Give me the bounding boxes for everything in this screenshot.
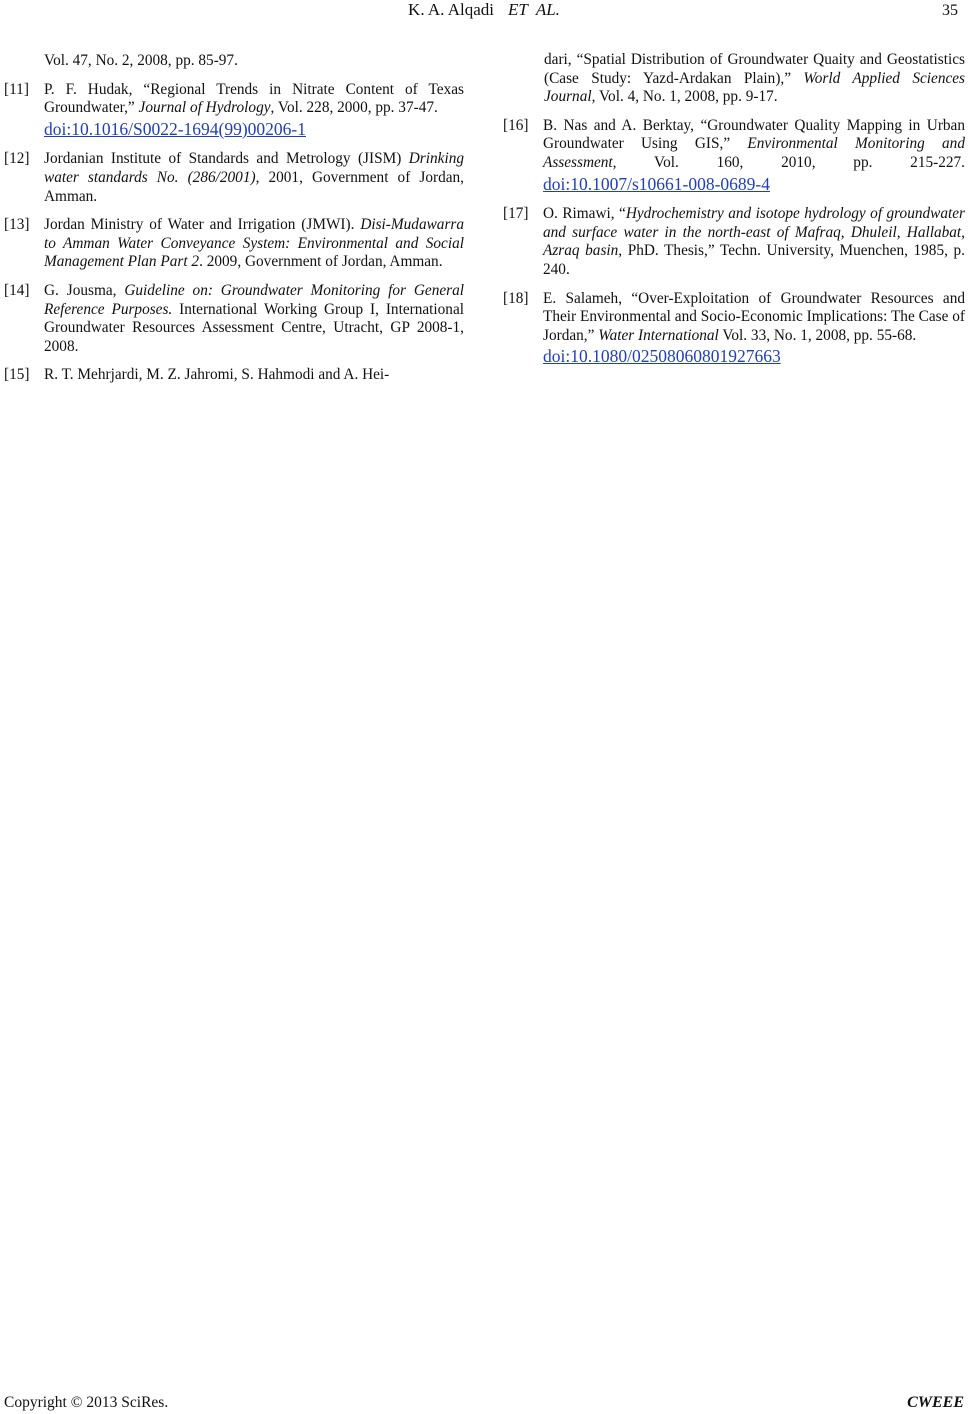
header-et: ET xyxy=(508,0,528,19)
header-authors: K. A. Alqadi xyxy=(408,0,494,19)
reference-text-part: O. Rimawi, “ xyxy=(543,205,626,223)
reference-14 xyxy=(4,282,464,356)
reference-text-part: dari, “Spatial Distribution of Groundwater Quaity and Geostatistics (Case Study: Yazd-Ardakan Plain),” xyxy=(544,51,965,87)
reference-journal: World Applied Sciences Journal, xyxy=(544,69,965,106)
reference-text-part: . 2009, Government of Jordan, Amman. xyxy=(199,253,443,271)
reference-text xyxy=(44,150,464,206)
reference-text-part: Jordanian Institute of Standards and Metrology (JISM) xyxy=(44,150,409,168)
reference-16 xyxy=(503,117,965,195)
reference-text xyxy=(44,81,464,141)
reference-text xyxy=(543,290,965,368)
header-al: AL. xyxy=(535,0,560,19)
reference-number: [16] xyxy=(503,116,529,134)
reference-text-part: , 2001, Government of Jordan, Amman. xyxy=(44,168,464,205)
reference-journal: Water International xyxy=(598,326,719,344)
reference-number: [11] xyxy=(4,80,29,98)
copyright-notice: Copyright © 2013 SciRes. xyxy=(4,1394,169,1411)
reference-15 xyxy=(4,366,464,385)
reference-text-part: R. T. Mehrjardi, M. Z. Jahromi, S. Hahmodi and A. Hei- xyxy=(44,366,390,384)
page-number: 35 xyxy=(942,2,958,19)
reference-text-part: E. Salameh, “Over-Exploitation of Groundwater Resources and Their Environmental and Socio-Economic Implications: The Case of Jordan,” xyxy=(543,289,965,344)
doi-link[interactable]: doi:10.1016/S0022-1694(99)00206-1 xyxy=(44,118,307,139)
reference-number: [18] xyxy=(503,289,529,307)
reference-text-part: B. Nas and A. Berktay, “Groundwater Quality Mapping in Urban Groundwater Using GIS,” xyxy=(543,116,965,153)
reference-17 xyxy=(503,205,965,279)
reference-journal: Journal of Hydrology xyxy=(138,99,271,117)
reference-title: Guideline on: Groundwater Monitoring for General Reference Purposes. xyxy=(44,281,464,318)
reference-text xyxy=(44,216,464,272)
reference-text-part: International Working Group I, International Groundwater Resources Assessment Centre, Utracht, GP 2008-1, 2008. xyxy=(44,300,464,355)
reference-text-part: Vol. 160, 2010, pp. 215-227. xyxy=(616,153,965,171)
reference-text-part: Vol. 4, No. 1, 2008, pp. 9-17. xyxy=(595,88,778,106)
doi-link[interactable]: doi:10.1080/02508060801927663 xyxy=(543,346,781,367)
reference-text xyxy=(543,205,965,279)
reference-continuation: Vol. 47, No. 2, 2008, pp. 85-97. xyxy=(44,52,238,69)
running-header xyxy=(0,0,968,20)
reference-number: [17] xyxy=(503,205,529,223)
reference-text-part: Vol. 33, No. 1, 2008, pp. 55-68. xyxy=(718,326,917,344)
reference-text-part: PhD. Thesis,” Techn. University, Muenchen, 1985, p. 240. xyxy=(543,242,965,278)
reference-text-part: Jordan Ministry of Water and Irrigation (JMWI). xyxy=(44,216,361,234)
reference-text xyxy=(44,366,464,385)
reference-text-part: P. F. Hudak, “Regional Trends in Nitrate Content of Texas Groundwater,” xyxy=(44,80,464,117)
reference-text-part: , Vol. 228, 2000, pp. 37-47. xyxy=(270,99,438,117)
reference-title: Drinking water standards No. (286/2001) xyxy=(44,150,464,186)
reference-11 xyxy=(4,81,464,141)
right-column xyxy=(503,52,965,368)
reference-journal: Environmental Monitoring and Assessment, xyxy=(543,135,965,171)
reference-number: [13] xyxy=(4,216,30,234)
reference-title: Hydrochemistry and isotope hydrology of groundwater and surface water in the north-east of Mafraq, Dhuleil, Hallabat, Azraq basin, xyxy=(543,205,965,260)
reference-text-part: G. Jousma, xyxy=(44,281,125,299)
left-column xyxy=(4,52,464,385)
reference-number: [14] xyxy=(4,281,30,299)
reference-continuation xyxy=(503,51,965,107)
reference-18 xyxy=(503,290,965,368)
journal-abbreviation: CWEEE xyxy=(907,1394,964,1411)
reference-text xyxy=(543,117,965,195)
doi-link[interactable]: doi:10.1007/s10661-008-0689-4 xyxy=(543,173,771,194)
reference-number: [12] xyxy=(4,150,30,168)
reference-13 xyxy=(4,216,464,272)
reference-12 xyxy=(4,150,464,206)
reference-text xyxy=(44,282,464,356)
reference-title: Disi-Mudawarra to Amman Water Conveyance System: Environmental and Social Management Plan Part 2 xyxy=(44,216,464,271)
reference-number: [15] xyxy=(4,366,30,384)
